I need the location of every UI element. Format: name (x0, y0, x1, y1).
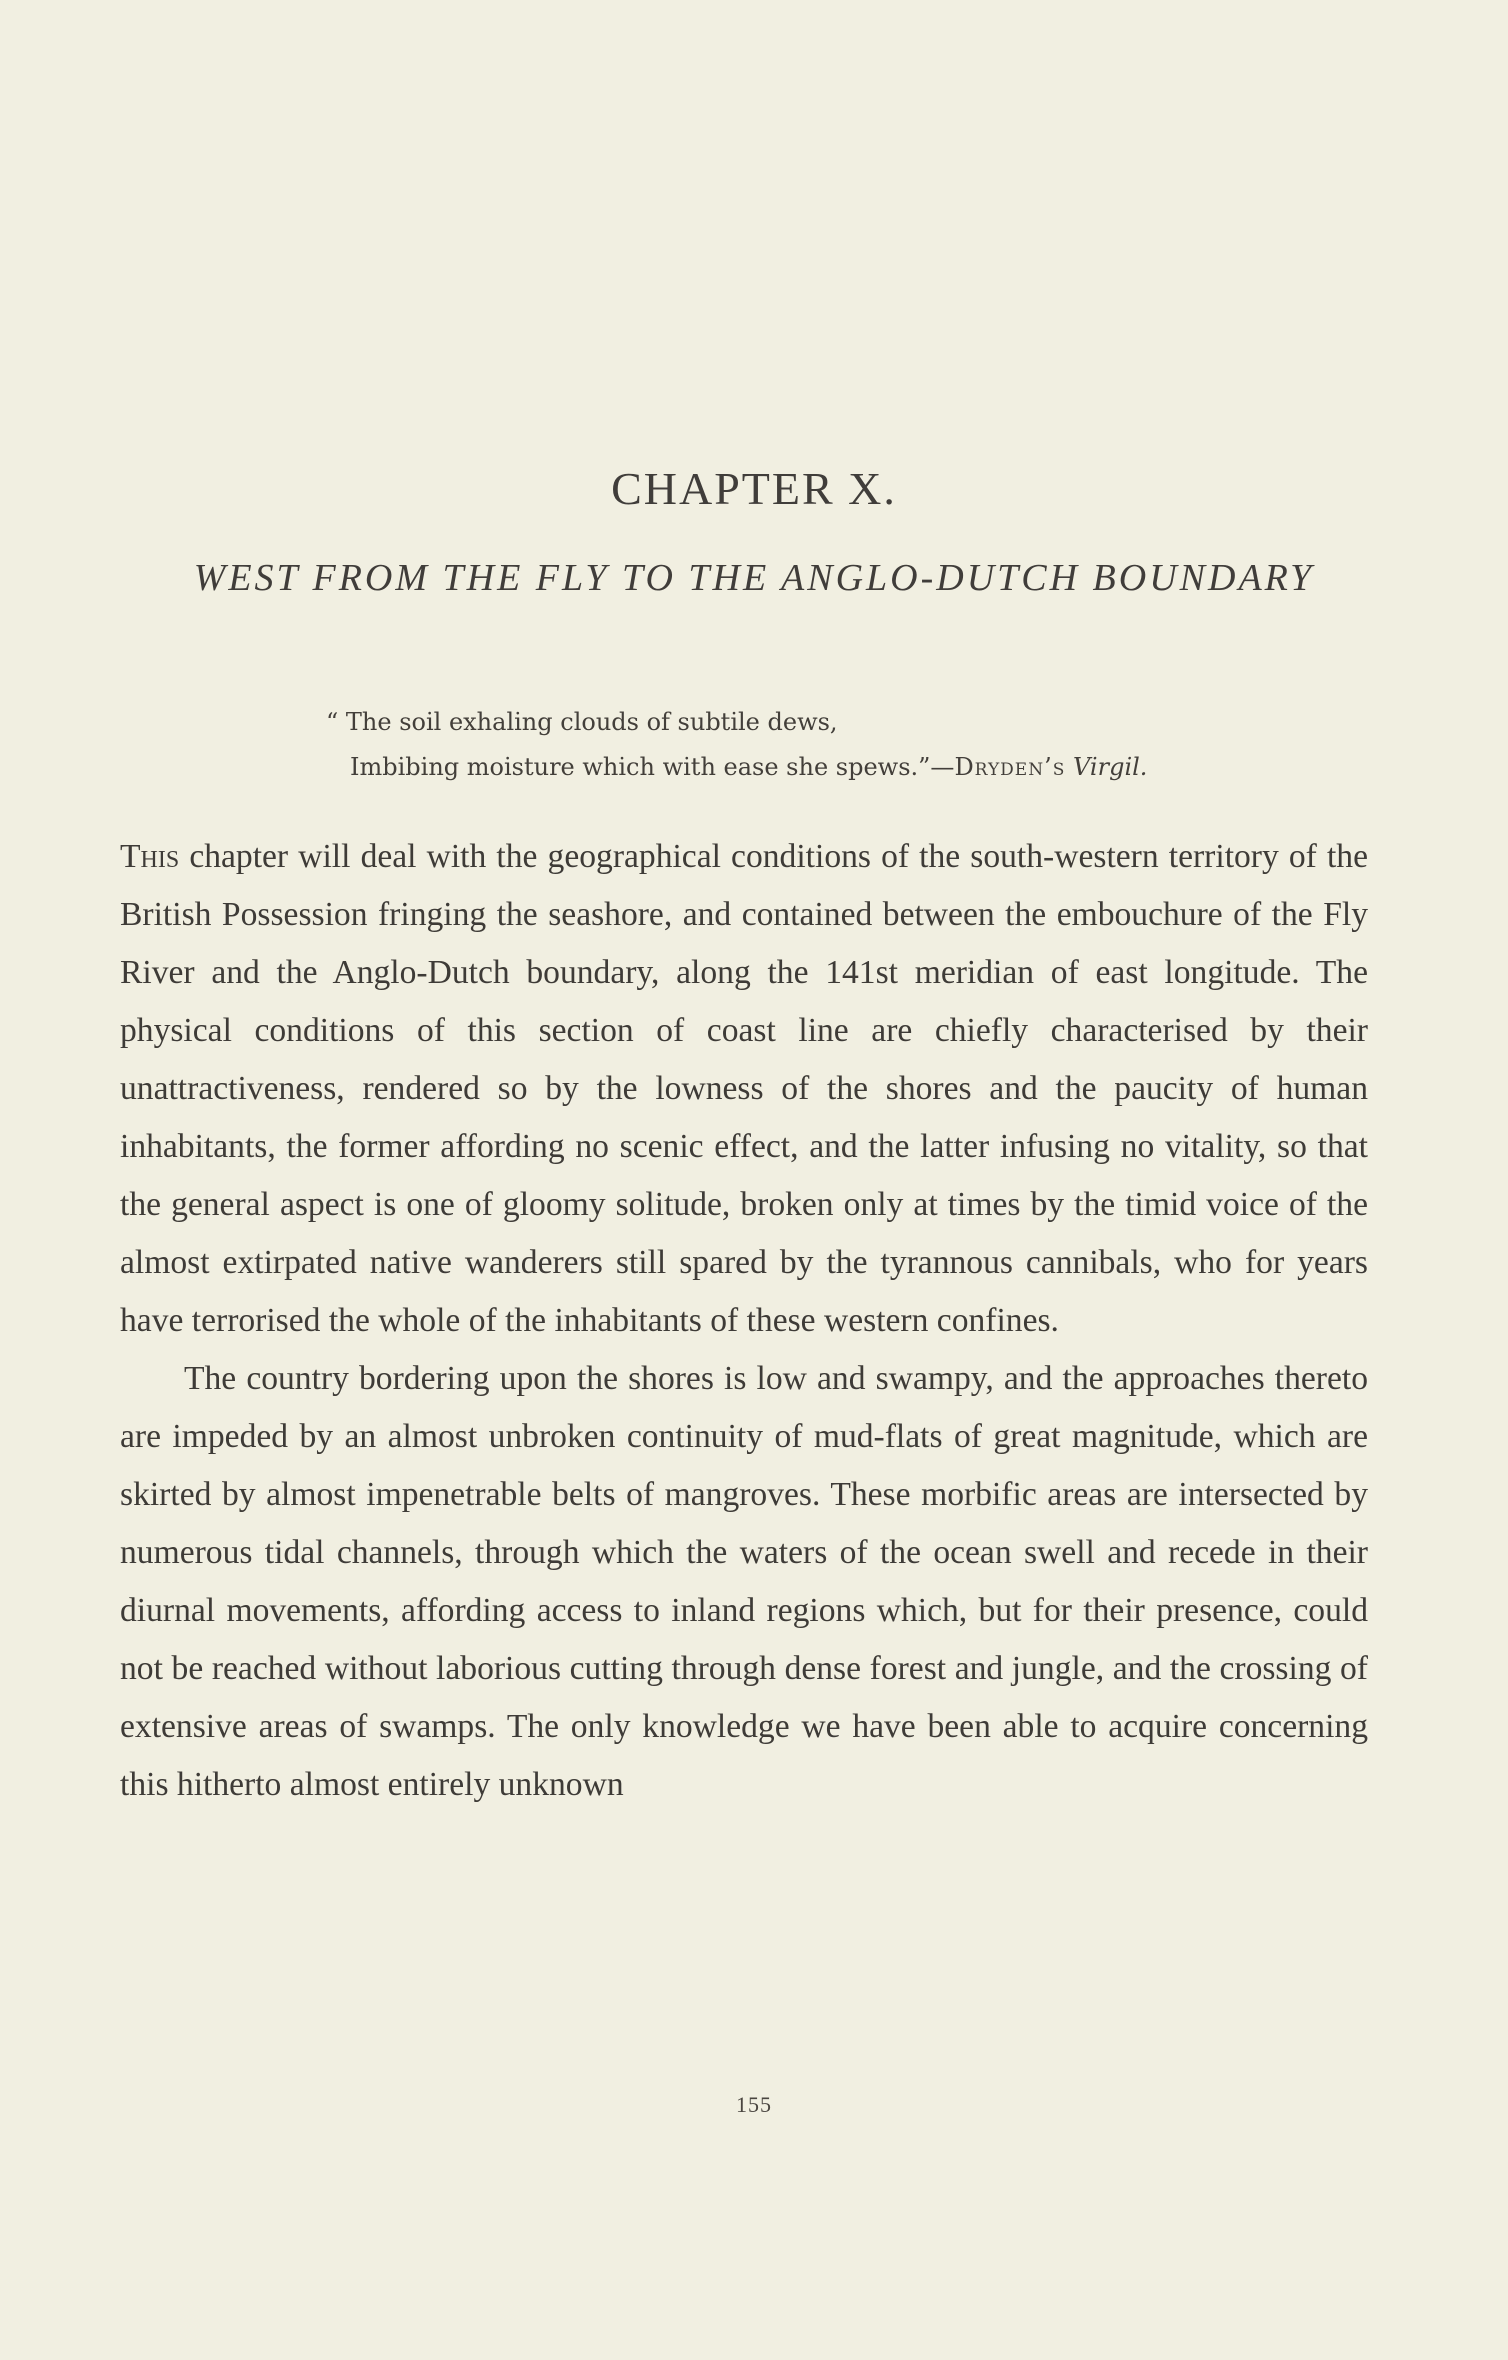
paragraph-2 (120, 1350, 1368, 1814)
chapter-title: CHAPTER X. (611, 463, 897, 514)
paragraph-2-text: The country bordering upon the shores is low and swampy, and the approaches thereto are impeded by an almost unbroken continuity of mud-flats of great magnitude, which are skirted by almost impenetrable belts of mangroves. These morbific areas are intersected by numerous tidal channels, through which the waters of the ocean swell and recede in their diurnal movements, affording access to inland regions which, but for their presence, could not be reached without laborious cutting through dense forest and jungle, and the crossing of extensive areas of swamps. The only knowledge we have been able to acquire concerning this hitherto almost entirely unknown (120, 1360, 1368, 1803)
epigraph-line-2 (326, 745, 1356, 790)
paragraph-1 (120, 828, 1368, 1350)
epigraph-author: Dryden’s (954, 753, 1066, 781)
epigraph-line-1: “ The soil exhaling clouds of subtile dews, (326, 708, 838, 736)
body-text (120, 828, 1368, 1814)
epigraph-work: Virgil. (1073, 753, 1148, 781)
chapter-subtitle: WEST FROM THE FLY TO THE ANGLO-DUTCH BOUNDARY (193, 557, 1315, 599)
paragraph-1-text: chapter will deal with the geographical conditions of the south-western territory of the British Possession fringing the seashore, and contained between the embouchure of the Fly River and the Anglo-Dutch boundary, along the 141st meridian of east longitude. The physical conditions of this section of coast line are chiefly characterised by their unattractiveness, rendered so by the lowness of the shores and the paucity of human inhabitants, the former affording no scenic effect, and the latter infusing no vitality, so that the general aspect is one of gloomy solitude, broken only at times by the timid voice of the almost extirpated native wanderers still spared by the tyrannous cannibals, who for years have terrorised the whole of the inhabitants of these western confines. (120, 838, 1368, 1339)
page-number: 155 (736, 2092, 772, 2117)
epigraph-line-2-text: Imbibing moisture which with ease she spews.”— (350, 753, 955, 781)
epigraph (326, 700, 1356, 790)
paragraph-1-lead: This (120, 838, 180, 875)
